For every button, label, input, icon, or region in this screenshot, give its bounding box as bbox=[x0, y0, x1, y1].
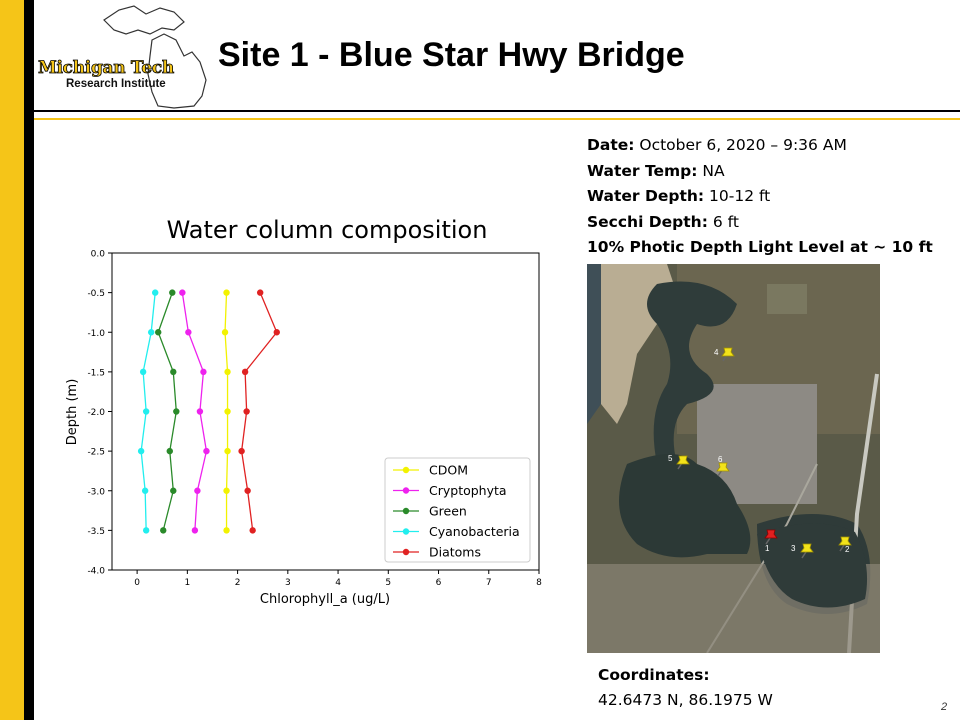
data-point-green bbox=[155, 329, 161, 335]
legend-marker-diatoms bbox=[403, 549, 409, 555]
map-pin-label: 6 bbox=[718, 455, 723, 464]
data-point-cryptophyta bbox=[192, 527, 198, 533]
data-point-diatoms bbox=[274, 329, 280, 335]
x-tick-label: 0 bbox=[134, 578, 140, 588]
x-tick-label: 1 bbox=[184, 578, 191, 588]
info-water-depth: Water Depth: 10-12 ft bbox=[587, 187, 771, 205]
site-info-panel bbox=[587, 133, 933, 261]
y-tick-label: -3.5 bbox=[87, 526, 105, 537]
y-tick-label: -2.5 bbox=[87, 447, 105, 458]
map-pin-label: 4 bbox=[714, 348, 719, 357]
data-point-cdom bbox=[224, 369, 230, 375]
data-point-cdom bbox=[223, 527, 229, 533]
data-point-cyanobacteria bbox=[140, 369, 146, 375]
left-accent-bar-yellow bbox=[0, 0, 24, 720]
mtri-logo bbox=[34, 0, 214, 110]
legend-marker-green bbox=[403, 508, 409, 514]
coordinates-label: Coordinates: bbox=[598, 666, 710, 684]
data-point-cryptophyta bbox=[185, 329, 191, 335]
y-tick-label: -0.5 bbox=[87, 289, 105, 300]
x-tick-label: 5 bbox=[385, 578, 392, 588]
info-water-temp: Water Temp: NA bbox=[587, 161, 725, 180]
info-date: Date: October 6, 2020 – 9:36 AM bbox=[587, 136, 847, 154]
x-tick-label: 4 bbox=[335, 578, 341, 588]
data-point-diatoms bbox=[249, 527, 255, 533]
logo-text-research-institute: Research Institute bbox=[66, 78, 166, 90]
data-point-cdom bbox=[223, 488, 229, 494]
satellite-map bbox=[587, 264, 880, 653]
michigan-outline-icon bbox=[34, 0, 214, 110]
coordinates-value: 42.6473 N, 86.1975 W bbox=[598, 691, 773, 709]
slide-title: Site 1 - Blue Star Hwy Bridge bbox=[218, 36, 685, 74]
data-point-green bbox=[160, 527, 166, 533]
legend-label-cyanobacteria: Cyanobacteria bbox=[429, 524, 520, 539]
data-point-green bbox=[170, 369, 176, 375]
data-point-cyanobacteria bbox=[138, 448, 144, 454]
y-tick-label: -1.5 bbox=[87, 368, 105, 379]
data-point-cdom bbox=[222, 329, 228, 335]
x-axis-label: Chlorophyll_a (ug/L) bbox=[259, 592, 391, 607]
legend-label-cdom: CDOM bbox=[429, 462, 468, 478]
chart-title: Water column composition bbox=[166, 216, 488, 244]
data-point-cyanobacteria bbox=[148, 329, 154, 335]
x-tick-label: 7 bbox=[485, 578, 492, 588]
x-tick-label: 2 bbox=[234, 578, 241, 588]
map-pin-label: 2 bbox=[845, 545, 850, 554]
data-point-cryptophyta bbox=[179, 289, 185, 295]
data-point-cyanobacteria bbox=[143, 527, 149, 533]
water-column-chart bbox=[50, 200, 560, 620]
legend-label-cryptophyta: Cryptophyta bbox=[429, 483, 507, 498]
logo-text-michigan-tech: Michigan Tech bbox=[38, 58, 174, 78]
data-point-cyanobacteria bbox=[142, 488, 148, 494]
legend-marker-cdom bbox=[403, 467, 409, 473]
chart-legend bbox=[385, 458, 530, 562]
map-pin-label: 1 bbox=[765, 544, 770, 553]
data-point-diatoms bbox=[238, 448, 244, 454]
legend-label-diatoms: Diatoms bbox=[429, 544, 481, 560]
data-point-cyanobacteria bbox=[152, 289, 158, 295]
map-pin-label: 3 bbox=[791, 544, 796, 553]
data-point-cryptophyta bbox=[197, 408, 203, 414]
y-axis-label: Depth (m) bbox=[65, 378, 80, 446]
header-rule-yellow bbox=[34, 118, 960, 120]
legend-marker-cyanobacteria bbox=[403, 528, 409, 534]
data-point-diatoms bbox=[243, 408, 249, 414]
y-tick-label: -4.0 bbox=[87, 566, 105, 577]
page-number: 2 bbox=[941, 701, 948, 713]
data-point-green bbox=[167, 448, 173, 454]
y-tick-label: -1.0 bbox=[87, 328, 105, 339]
x-tick-label: 8 bbox=[536, 578, 542, 588]
data-point-cryptophyta bbox=[200, 369, 206, 375]
x-tick-label: 3 bbox=[284, 578, 291, 588]
data-point-cdom bbox=[224, 408, 230, 414]
y-tick-label: -3.0 bbox=[87, 487, 105, 498]
info-photic-depth: 10% Photic Depth Light Level at ~ 10 ft bbox=[587, 238, 933, 256]
left-accent-bar-black bbox=[24, 0, 34, 720]
info-secchi-depth: Secchi Depth: 6 ft bbox=[587, 212, 739, 231]
x-tick-label: 6 bbox=[435, 578, 442, 588]
legend-marker-cryptophyta bbox=[403, 487, 409, 493]
data-point-cryptophyta bbox=[194, 488, 200, 494]
map-pin-label: 5 bbox=[668, 454, 673, 463]
data-point-cyanobacteria bbox=[143, 408, 149, 414]
y-tick-label: 0.0 bbox=[90, 249, 105, 260]
data-point-diatoms bbox=[257, 289, 263, 295]
coordinates-panel bbox=[598, 663, 773, 713]
header-rule-black bbox=[34, 110, 960, 112]
y-tick-label: -2.0 bbox=[87, 408, 105, 418]
data-point-cdom bbox=[224, 448, 230, 454]
data-point-cryptophyta bbox=[203, 448, 209, 454]
data-point-green bbox=[170, 488, 176, 494]
legend-label-green: Green bbox=[429, 503, 467, 519]
data-point-green bbox=[169, 289, 175, 295]
data-point-diatoms bbox=[244, 488, 250, 494]
data-point-diatoms bbox=[242, 369, 248, 375]
data-point-cdom bbox=[223, 289, 229, 295]
data-point-green bbox=[173, 408, 179, 414]
